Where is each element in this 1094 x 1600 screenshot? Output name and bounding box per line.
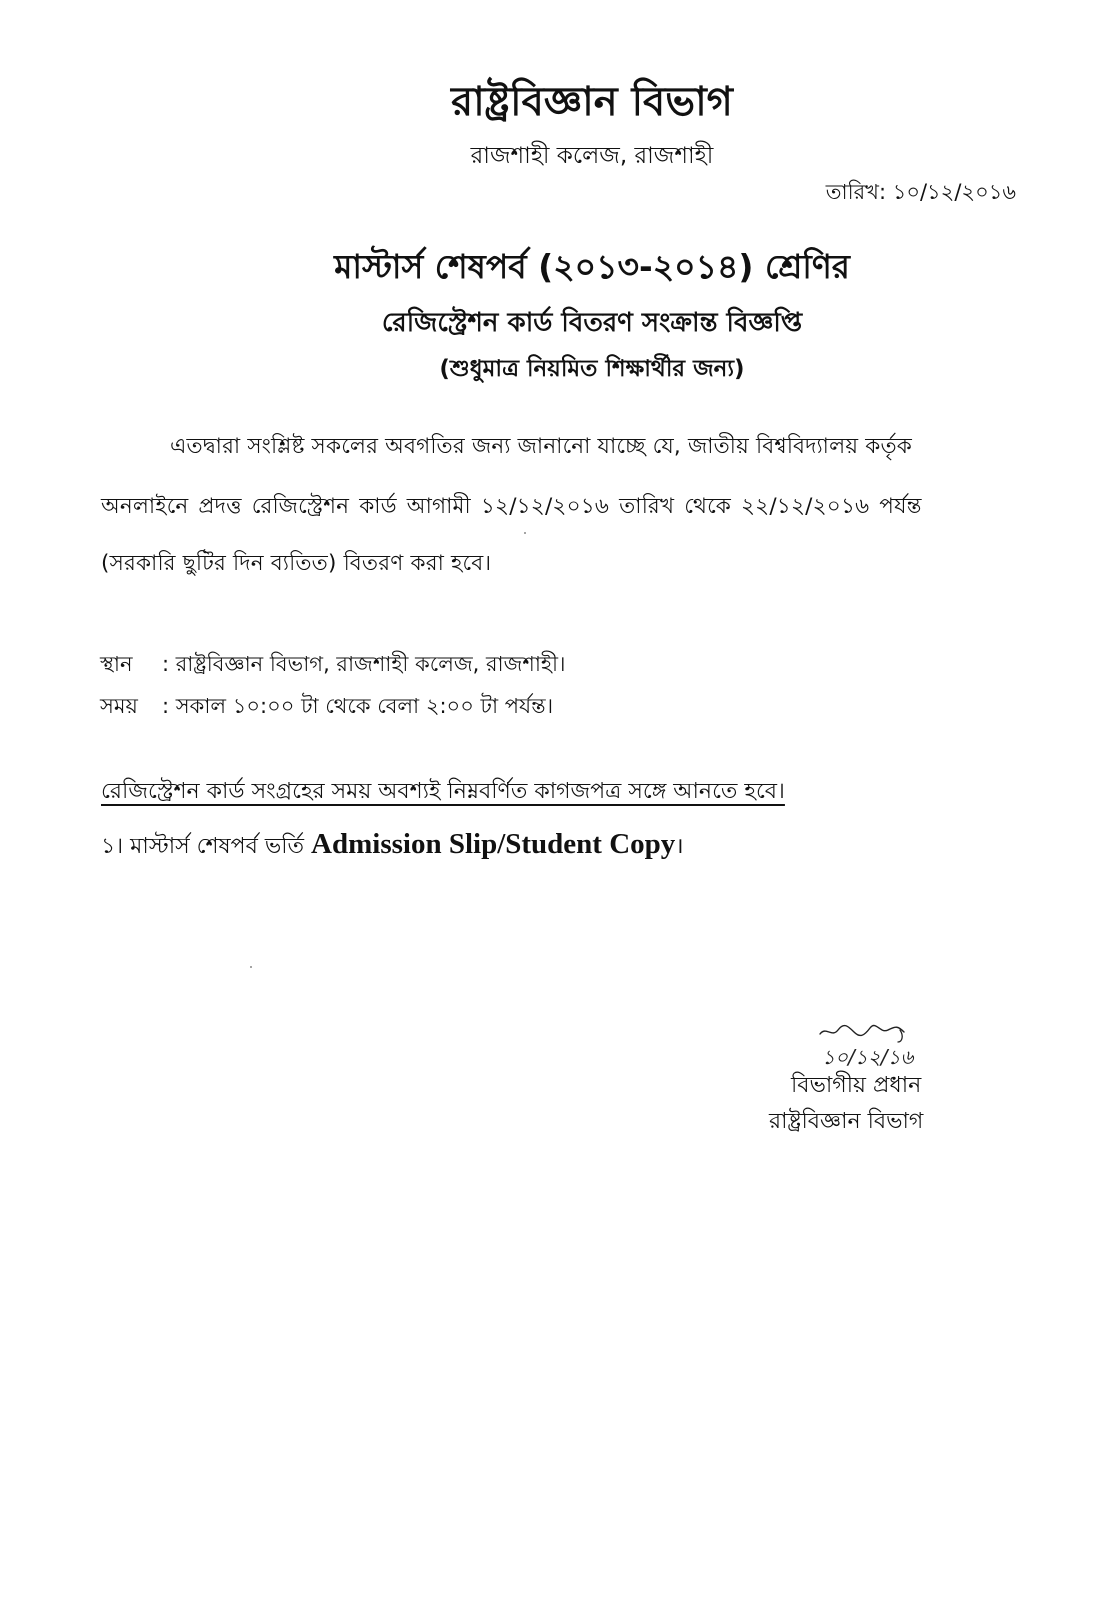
time-label: সময় [100,694,138,718]
body-text-line3: (সরকারি ছুটির দিন ব্যতিত) বিতরণ করা হবে। [101,551,492,576]
handwritten-date: ১০/১২/১৬ [822,1045,914,1069]
signatory-department: রাষ্ট্রবিজ্ঞান বিভাগ [769,1109,924,1134]
scan-speck [524,532,526,534]
college-name: রাজশাহী কলেজ, রাজশাহী [470,143,714,169]
time-value: : সকাল ১০:০০ টা থেকে বেলা ২:০০ টা পর্যন্ত। [162,694,554,718]
place-value: : রাষ্ট্রবিজ্ঞান বিভাগ, রাজশাহী কলেজ, রাজশাহী। [162,652,566,676]
document-item-suffix: । [675,834,684,859]
signatory-title: বিভাগীয় প্রধান [791,1073,922,1098]
notice-title-line2: রেজিস্ট্রেশন কার্ড বিতরণ সংক্রান্ত বিজ্ঞপ্তি [381,308,803,338]
required-documents-heading: রেজিস্ট্রেশন কার্ড সংগ্রহের সময় অবশ্যই নিম্নবর্ণিত কাগজপত্র সঙ্গে আনতে হবে। [101,779,785,804]
place-label: স্থান [100,652,133,676]
document-item-prefix: ১। মাস্টার্স শেষপর্ব ভর্তি [101,834,312,859]
body-text-line1: এতদ্বারা সংশ্লিষ্ট সকলের অবগতির জন্য জানানো যাচ্ছে যে, জাতীয় বিশ্ববিদ্যালয় কর্তৃক [170,434,913,459]
document-item-english: Admission Slip/Student Copy [311,828,676,860]
notice-title-line3: (শুধুমাত্র নিয়মিত শিক্ষার্থীর জন্য) [439,356,745,382]
notice-title-line1: মাস্টার্স শেষপর্ব (২০১৩-২০১৪) শ্রেণির [334,247,850,286]
notice-date: তারিখ: ১০/১২/২০১৬ [825,180,1016,204]
required-document-item [101,828,684,866]
body-text-line2: অনলাইনে প্রদত্ত রেজিস্ট্রেশন কার্ড আগামী ১২/১২/২০১৬ তারিখ থেকে ২২/১২/২০১৬ পর্যন্ত [101,494,922,519]
department-title: রাষ্ট্রবিজ্ঞান বিভাগ [451,79,733,125]
scan-speck [250,966,252,968]
